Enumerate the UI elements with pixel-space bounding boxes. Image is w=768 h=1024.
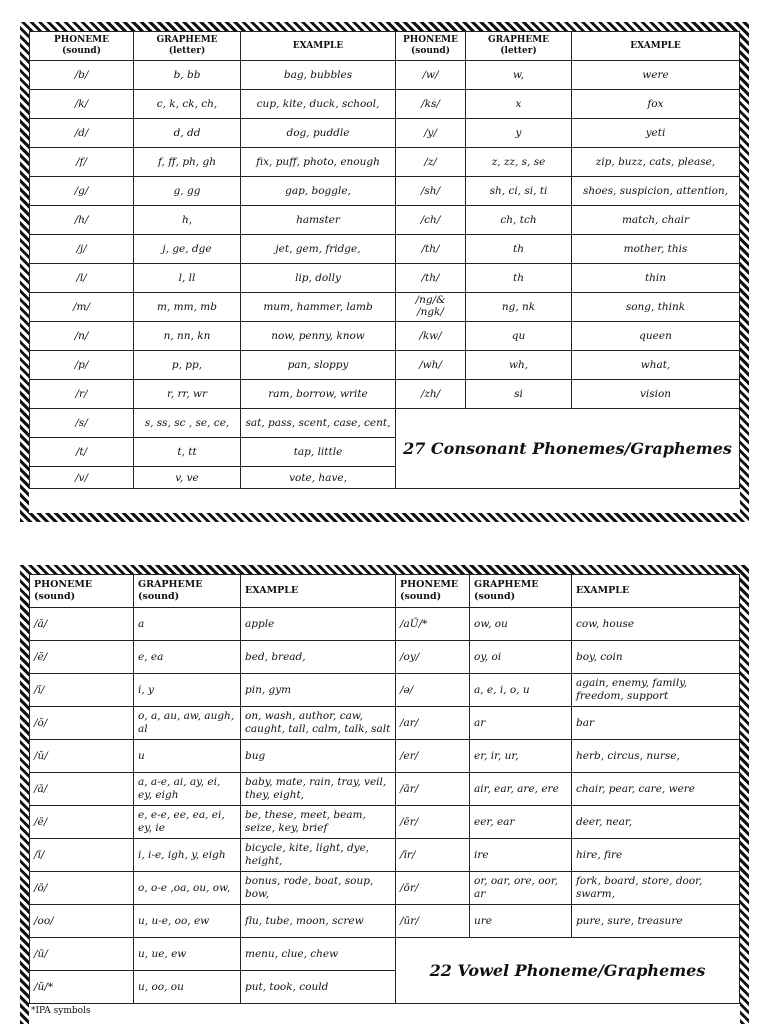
grapheme-cell: ure xyxy=(470,905,572,938)
phoneme-cell: /w/ xyxy=(396,61,466,90)
phoneme-header: PHONEME (sound) xyxy=(396,575,470,608)
phoneme-cell: /ĭ/ xyxy=(30,674,134,707)
example-cell: match, chair xyxy=(572,206,740,235)
phoneme-header: PHONEME (sound) xyxy=(30,32,134,61)
phoneme-cell: /f/ xyxy=(30,148,134,177)
vowel-caption: 22 Vowel Phoneme/Graphemes xyxy=(396,938,740,1004)
phoneme-cell: /ŏ/ xyxy=(30,707,134,740)
example-cell: put, took, could xyxy=(241,971,396,1004)
grapheme-cell: n, nn, kn xyxy=(134,322,241,351)
phoneme-cell: /ī/ xyxy=(30,839,134,872)
phoneme-cell: /ūr/ xyxy=(396,905,470,938)
table-row xyxy=(30,806,740,839)
phoneme-cell: /er/ xyxy=(396,740,470,773)
grapheme-cell: si xyxy=(466,380,572,409)
grapheme-cell: b, bb xyxy=(134,61,241,90)
phoneme-cell: /kw/ xyxy=(396,322,466,351)
grapheme-cell: u xyxy=(134,740,241,773)
phoneme-cell: /wh/ xyxy=(396,351,466,380)
phoneme-cell: /ŭ/ xyxy=(30,740,134,773)
example-cell: bag, bubbles xyxy=(241,61,396,90)
phoneme-cell: /b/ xyxy=(30,61,134,90)
phoneme-cell: /oo/ xyxy=(30,905,134,938)
grapheme-cell: air, ear, are, ere xyxy=(470,773,572,806)
table-row xyxy=(30,177,740,206)
example-cell: vision xyxy=(572,380,740,409)
table-row xyxy=(30,90,740,119)
example-cell: cup, kite, duck, school, xyxy=(241,90,396,119)
grapheme-cell: h, xyxy=(134,206,241,235)
example-cell: cow, house xyxy=(572,608,740,641)
table-row xyxy=(30,740,740,773)
example-cell: bar xyxy=(572,707,740,740)
example-cell: flu, tube, moon, screw xyxy=(241,905,396,938)
phoneme-header: PHONEME (sound) xyxy=(30,575,134,608)
grapheme-cell: qu xyxy=(466,322,572,351)
grapheme-header: GRAPHEME (letter) xyxy=(466,32,572,61)
grapheme-cell: o, a, au, aw, augh, al xyxy=(134,707,241,740)
grapheme-cell: m, mm, mb xyxy=(134,293,241,322)
phoneme-cell: /ōr/ xyxy=(396,872,470,905)
grapheme-cell: w, xyxy=(466,61,572,90)
example-cell: fix, puff, photo, enough xyxy=(241,148,396,177)
phoneme-cell: /th/ xyxy=(396,235,466,264)
table-row xyxy=(30,293,740,322)
grapheme-cell: or, oar, ore, oor, ar xyxy=(470,872,572,905)
example-cell: yeti xyxy=(572,119,740,148)
phoneme-cell: /p/ xyxy=(30,351,134,380)
grapheme-cell: ar xyxy=(470,707,572,740)
grapheme-cell: g, gg xyxy=(134,177,241,206)
grapheme-cell: u, ue, ew xyxy=(134,938,241,971)
example-cell: chair, pear, care, were xyxy=(572,773,740,806)
grapheme-cell: i, y xyxy=(134,674,241,707)
table-row xyxy=(30,872,740,905)
grapheme-cell: eer, ear xyxy=(470,806,572,839)
phoneme-cell: /g/ xyxy=(30,177,134,206)
example-cell: pan, sloppy xyxy=(241,351,396,380)
example-cell: menu, clue, chew xyxy=(241,938,396,971)
example-cell: song, think xyxy=(572,293,740,322)
grapheme-header: GRAPHEME (letter) xyxy=(134,32,241,61)
example-cell: bicycle, kite, light, dye, height, xyxy=(241,839,396,872)
phoneme-cell: /d/ xyxy=(30,119,134,148)
grapheme-cell: z, zz, s, se xyxy=(466,148,572,177)
grapheme-cell: ng, nk xyxy=(466,293,572,322)
example-cell: fox xyxy=(572,90,740,119)
phoneme-cell: /ā/ xyxy=(30,773,134,806)
example-header: EXAMPLE xyxy=(241,32,396,61)
phoneme-cell: /ă/ xyxy=(30,608,134,641)
example-header: EXAMPLE xyxy=(241,575,396,608)
example-cell: jet, gem, fridge, xyxy=(241,235,396,264)
phoneme-cell: /ĕ/ xyxy=(30,641,134,674)
phoneme-cell: /ch/ xyxy=(396,206,466,235)
grapheme-cell: i, i-e, igh, y, eigh xyxy=(134,839,241,872)
table-header-row xyxy=(30,575,740,608)
example-cell: mother, this xyxy=(572,235,740,264)
phoneme-cell: /th/ xyxy=(396,264,466,293)
phoneme-cell: /ng/& /ngk/ xyxy=(396,293,466,322)
table-row xyxy=(30,839,740,872)
phoneme-cell: /s/ xyxy=(30,409,134,438)
example-cell: fork, board, store, door, swarm, xyxy=(572,872,740,905)
phoneme-cell: /j/ xyxy=(30,235,134,264)
example-cell: thin xyxy=(572,264,740,293)
consonant-caption: 27 Consonant Phonemes/Graphemes xyxy=(396,409,740,489)
example-cell: hamster xyxy=(241,206,396,235)
example-cell: ram, borrow, write xyxy=(241,380,396,409)
table-row xyxy=(30,264,740,293)
grapheme-cell: a, a-e, ai, ay, ei, ey, eigh xyxy=(134,773,241,806)
phoneme-cell: /ē/ xyxy=(30,806,134,839)
grapheme-cell: sh, ci, si, ti xyxy=(466,177,572,206)
example-cell: boy, coin xyxy=(572,641,740,674)
phoneme-cell: /m/ xyxy=(30,293,134,322)
example-cell: herb, circus, nurse, xyxy=(572,740,740,773)
phoneme-cell: /īr/ xyxy=(396,839,470,872)
table-row xyxy=(30,938,740,971)
phoneme-cell: /n/ xyxy=(30,322,134,351)
table-row xyxy=(30,773,740,806)
grapheme-cell: p, pp, xyxy=(134,351,241,380)
table-row xyxy=(30,641,740,674)
grapheme-cell: o, o-e ,oa, ou, ow, xyxy=(134,872,241,905)
grapheme-cell: f, ff, ph, gh xyxy=(134,148,241,177)
grapheme-cell: ow, ou xyxy=(470,608,572,641)
example-cell: bed, bread, xyxy=(241,641,396,674)
example-cell: vote, have, xyxy=(241,467,396,489)
phoneme-cell: /ar/ xyxy=(396,707,470,740)
table-row xyxy=(30,119,740,148)
example-cell: shoes, suspicion, attention, xyxy=(572,177,740,206)
grapheme-cell: e, ea xyxy=(134,641,241,674)
phoneme-cell: /ū/ xyxy=(30,938,134,971)
grapheme-cell: e, e-e, ee, ea, ei, ey, ie xyxy=(134,806,241,839)
grapheme-cell: ire xyxy=(470,839,572,872)
table-row xyxy=(30,409,740,438)
phoneme-cell: /h/ xyxy=(30,206,134,235)
grapheme-cell: th xyxy=(466,264,572,293)
phoneme-cell: /z/ xyxy=(396,148,466,177)
grapheme-cell: t, tt xyxy=(134,438,241,467)
example-cell: what, xyxy=(572,351,740,380)
example-cell: lip, dolly xyxy=(241,264,396,293)
phoneme-cell: /sh/ xyxy=(396,177,466,206)
grapheme-cell: u, oo, ou xyxy=(134,971,241,1004)
grapheme-cell: ch, tch xyxy=(466,206,572,235)
table-row xyxy=(30,61,740,90)
table-row xyxy=(30,351,740,380)
phoneme-cell: /v/ xyxy=(30,467,134,489)
example-cell: pure, sure, treasure xyxy=(572,905,740,938)
phoneme-cell: /y/ xyxy=(396,119,466,148)
grapheme-cell: v, ve xyxy=(134,467,241,489)
example-cell: be, these, meet, beam, seize, key, brief xyxy=(241,806,396,839)
phoneme-cell: /ār/ xyxy=(396,773,470,806)
phoneme-cell: /oy/ xyxy=(396,641,470,674)
example-cell: sat, pass, scent, case, cent, xyxy=(241,409,396,438)
example-cell: hire, fire xyxy=(572,839,740,872)
vowel-table xyxy=(29,574,740,1004)
example-cell: bug xyxy=(241,740,396,773)
table-row xyxy=(30,235,740,264)
example-cell: pin, gym xyxy=(241,674,396,707)
example-cell: now, penny, know xyxy=(241,322,396,351)
phoneme-cell: /ə/ xyxy=(396,674,470,707)
table-row xyxy=(30,148,740,177)
grapheme-header: GRAPHEME (sound) xyxy=(134,575,241,608)
phoneme-cell: /ks/ xyxy=(396,90,466,119)
table-row xyxy=(30,608,740,641)
grapheme-cell: wh, xyxy=(466,351,572,380)
grapheme-cell: r, rr, wr xyxy=(134,380,241,409)
example-cell: deer, near, xyxy=(572,806,740,839)
grapheme-cell: er, ir, ur, xyxy=(470,740,572,773)
grapheme-cell: d, dd xyxy=(134,119,241,148)
example-cell: were xyxy=(572,61,740,90)
example-cell: apple xyxy=(241,608,396,641)
grapheme-cell: c, k, ck, ch, xyxy=(134,90,241,119)
grapheme-cell: l, ll xyxy=(134,264,241,293)
phoneme-cell: /zh/ xyxy=(396,380,466,409)
example-cell: dog, puddle xyxy=(241,119,396,148)
table-row xyxy=(30,905,740,938)
example-cell: mum, hammer, lamb xyxy=(241,293,396,322)
grapheme-cell: a, e, i, o, u xyxy=(470,674,572,707)
grapheme-cell: s, ss, sc , se, ce, xyxy=(134,409,241,438)
phoneme-header: PHONEME (sound) xyxy=(396,32,466,61)
example-cell: bonus, rode, boat, soup, bow, xyxy=(241,872,396,905)
phoneme-cell: /r/ xyxy=(30,380,134,409)
table-header-row xyxy=(30,32,740,61)
consonant-chart xyxy=(20,22,749,522)
phoneme-cell: /t/ xyxy=(30,438,134,467)
example-header: EXAMPLE xyxy=(572,575,740,608)
phoneme-cell: /k/ xyxy=(30,90,134,119)
grapheme-cell: x xyxy=(466,90,572,119)
example-cell: tap, little xyxy=(241,438,396,467)
grapheme-cell: y xyxy=(466,119,572,148)
grapheme-cell: oy, oi xyxy=(470,641,572,674)
footnote: *IPA symbols xyxy=(31,1006,91,1016)
phoneme-cell: /ŭ/* xyxy=(30,971,134,1004)
grapheme-cell: u, u-e, oo, ew xyxy=(134,905,241,938)
phoneme-cell: /aŬ/* xyxy=(396,608,470,641)
table-row xyxy=(30,322,740,351)
grapheme-header: GRAPHEME (sound) xyxy=(470,575,572,608)
phoneme-cell: /ō/ xyxy=(30,872,134,905)
example-cell: queen xyxy=(572,322,740,351)
grapheme-cell: th xyxy=(466,235,572,264)
table-row xyxy=(30,206,740,235)
example-cell: zip, buzz, cats, please, xyxy=(572,148,740,177)
example-cell: baby, mate, rain, tray, veil, they, eight, xyxy=(241,773,396,806)
grapheme-cell: a xyxy=(134,608,241,641)
example-cell: gap, boggle, xyxy=(241,177,396,206)
table-row xyxy=(30,380,740,409)
vowel-chart xyxy=(20,565,749,1024)
example-header: EXAMPLE xyxy=(572,32,740,61)
phoneme-cell: /ēr/ xyxy=(396,806,470,839)
table-row xyxy=(30,674,740,707)
phoneme-cell: /l/ xyxy=(30,264,134,293)
example-cell: on, wash, author, caw, caught, tall, calm, talk, salt xyxy=(241,707,396,740)
consonant-table xyxy=(29,31,740,489)
table-row xyxy=(30,707,740,740)
grapheme-cell: j, ge, dge xyxy=(134,235,241,264)
example-cell: again, enemy, family, freedom, support xyxy=(572,674,740,707)
